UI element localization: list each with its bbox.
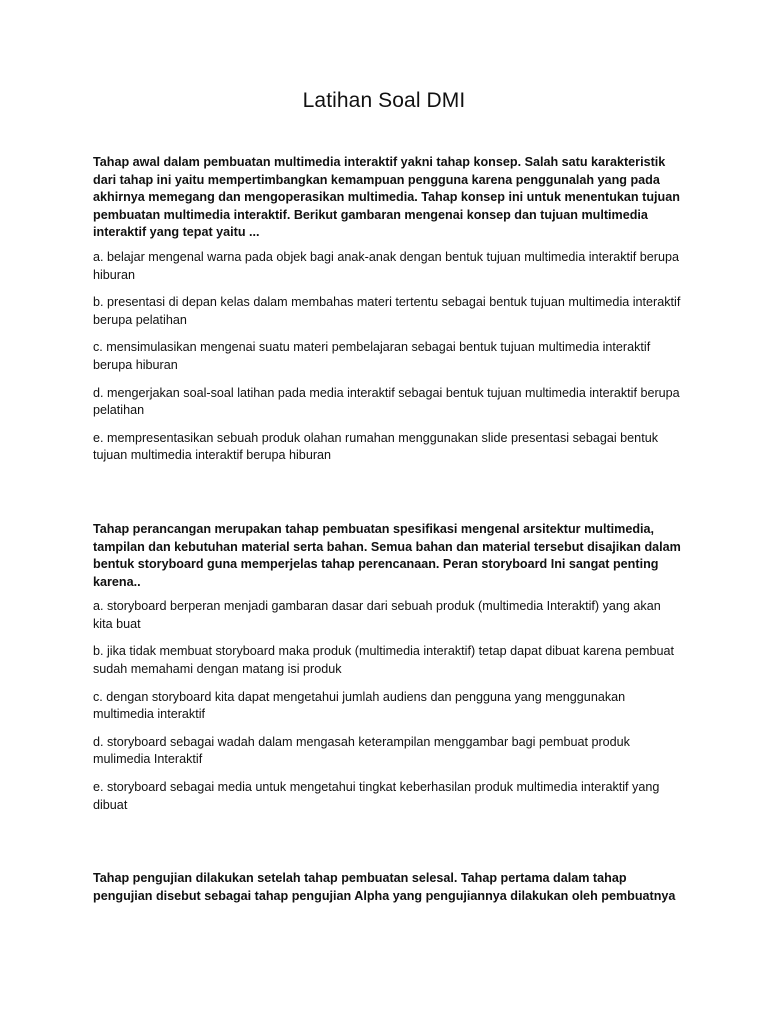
option-c: c. dengan storyboard kita dapat mengetahui jumlah audiens dan pengguna yang menggunakan multimedia interaktif	[93, 689, 626, 722]
option-b: b. presentasi di depan kelas dalam membahas materi tertentu sebagai bentuk tujuan multimedia interaktif berupa pelatihan	[93, 295, 681, 327]
question-text: Tahap perancangan merupakan tahap pembuatan spesifikasi mengenal arsitektur multimedia, tampilan dan kebutuhan material serta bahan. Semua bahan dan material tersebut disajikan dalam bentuk storyboard guna memperjelas tahap perencanaan. Peran storyboard Ini sangat penting karena..	[93, 521, 681, 589]
answer-options	[93, 249, 683, 465]
question-text: Tahap awal dalam pembuatan multimedia interaktif yakni tahap konsep. Salah satu karakteristik dari tahap ini yaitu mempertimbangkan kemampuan pengguna karena penggunalah yang pada akhirnya memegang dan mengoperasikan multimedia. Tahap konsep ini untuk menentukan tujuan pembuatan multimedia interaktif. Berikut gambaran mengenai konsep dan tujuan multimedia interaktif yang tepat yaitu ...	[93, 155, 680, 240]
answer-options	[93, 598, 683, 814]
question-2	[93, 521, 683, 814]
question-text: Tahap pengujian dilakukan setelah tahap pembuatan selesal. Tahap pertama dalam tahap pengujian disebut sebagai tahap pengujian Alpha yang pengujiannya dilakukan oleh pembuatnya	[93, 871, 676, 903]
option-e: e. storyboard sebagai media untuk mengetahui tingkat keberhasilan produk multimedia interaktif yang dibuat	[93, 780, 660, 812]
option-b: b. jika tidak membuat storyboard maka produk (multimedia interaktif) tetap dapat dibuat karena pembuat sudah memahami dengan matang isi produk	[93, 644, 675, 677]
page-title: Latihan Soal DMI	[302, 89, 466, 112]
option-d: d. mengerjakan soal-soal latihan pada media interaktif sebagai bentuk tujuan multimedia interaktif berupa pelatihan	[93, 385, 680, 418]
question-1	[93, 154, 683, 465]
option-e: e. mempresentasikan sebuah produk olahan rumahan menggunakan slide presentasi sebagai bentuk tujuan multimedia interaktif berupa hiburan	[93, 430, 658, 463]
option-a: a. storyboard berperan menjadi gambaran dasar dari sebuah produk (multimedia Interaktif) yang akan kita buat	[93, 599, 661, 631]
option-a: a. belajar mengenal warna pada objek bagi anak-anak dengan bentuk tujuan multimedia interaktif berupa hiburan	[93, 249, 680, 282]
document-content	[93, 154, 683, 912]
option-d: d. storyboard sebagai wadah dalam mengasah keterampilan menggambar bagi pembuat produk mulimedia Interaktif	[93, 734, 630, 767]
question-3	[93, 870, 683, 905]
option-c: c. mensimulasikan mengenai suatu materi pembelajaran sebagai bentuk tujuan multimedia interaktif berupa hiburan	[93, 340, 651, 372]
